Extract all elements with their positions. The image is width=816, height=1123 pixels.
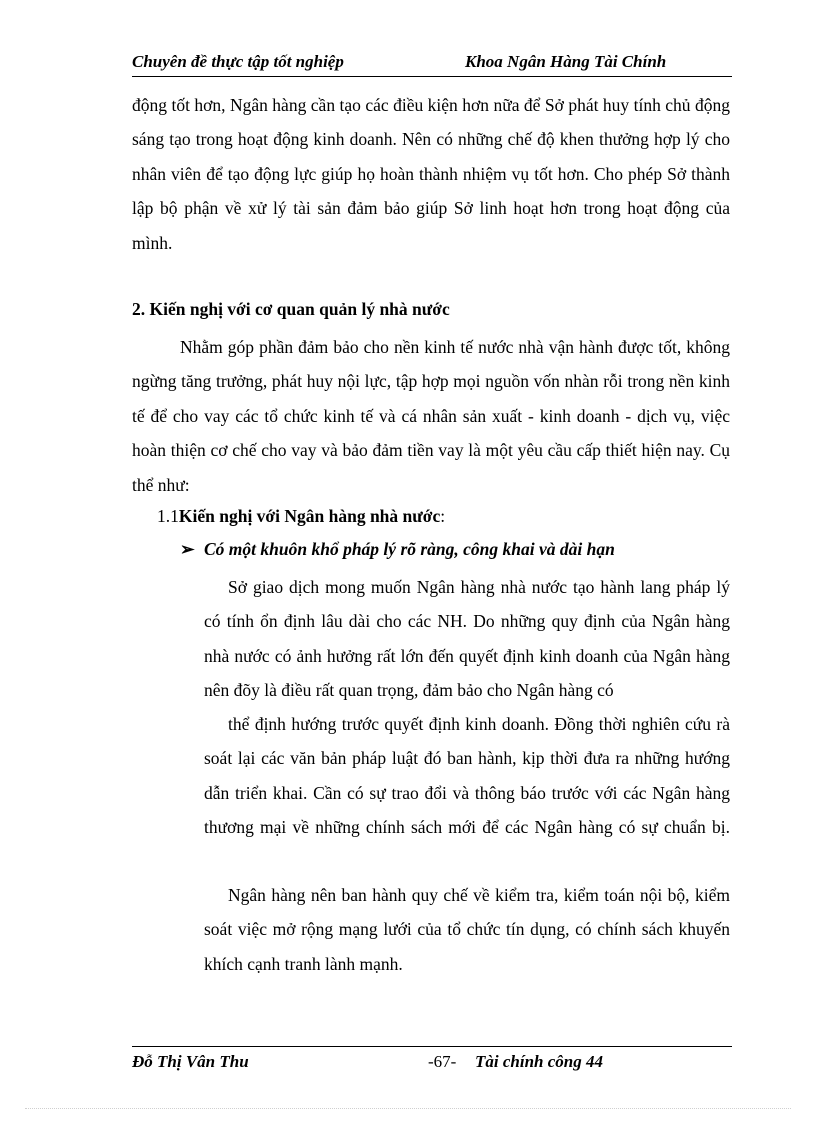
page-footer [132, 1046, 732, 1073]
page-header [132, 52, 732, 77]
footer-class: Tài chính công 44 [475, 1052, 603, 1071]
paragraph-2: Nhằm góp phần đảm bảo cho nền kinh tế nước nhà vận hành được tốt, không ngừng tăng trưởng, phát huy nội lực, tập hợp mọi nguồn vốn nhàn rỗi trong nền kinh tế để cho vay các tổ chức kinh tế và cá nhân sản xuất - kinh doanh - dịch vụ, việc hoàn thiện cơ chế cho vay và bảo đảm tiền vay là một yêu cầu cấp thiết hiện nay. Cụ thể như: [132, 337, 730, 495]
subsection-colon: : [440, 506, 446, 526]
paragraph-4: Ngân hàng nên ban hành quy chế về kiểm tra, kiểm toán nội bộ, kiểm soát việc mở rộng mạng lưới của tổ chức tín dụng, có chính sách khuyến khích cạnh tranh lành mạnh. [204, 885, 730, 974]
bullet-heading-text: Có một khuôn khổ pháp lý rõ ràng, công khai và dài hạn [204, 539, 615, 559]
header-department: Khoa Ngân Hàng Tài Chính [465, 52, 667, 71]
footer-author: Đỗ Thị Vân Thu [132, 1052, 249, 1071]
section-2-heading: 2. Kiến nghị với cơ quan quản lý nhà nước [132, 299, 450, 319]
bullet-heading [180, 539, 615, 560]
footer-page-number: -67- [428, 1052, 457, 1071]
header-title: Chuyên đề thực tập tốt nghiệp [132, 52, 344, 71]
page-edge-divider [25, 1108, 791, 1109]
paragraph-1: động tốt hơn, Ngân hàng cần tạo các điều kiện hơn nữa để Sở phát huy tính chủ động sáng tạo trong hoạt động kinh doanh. Nên có những chế độ khen thưởng hợp lý cho nhân viên để tạo động lực giúp họ hoàn thành nhiệm vụ tốt hơn. Cho phép Sở thành lập bộ phận về xử lý tài sản đảm bảo giúp Sở linh hoạt hơn trong hoạt động của mình. [132, 95, 730, 253]
paragraph-3a: Sở giao dịch mong muốn Ngân hàng nhà nước tạo hành lang pháp lý có tính ổn định lâu dài cho các NH. Do những quy định của Ngân hàng nhà nước có ảnh hưởng rất lớn đến quyết định kinh doanh của Ngân hàng nên đõy là điều rất quan trọng, đảm bảo cho Ngân hàng có [204, 577, 730, 701]
subsection-heading: Kiến nghị với Ngân hàng nhà nước [178, 506, 441, 526]
arrow-bullet-icon: ➢ [180, 539, 195, 559]
paragraph-3b: thể định hướng trước quyết định kinh doanh. Đồng thời nghiên cứu rà soát lại các văn bản pháp luật đó ban hành, kịp thời đưa ra những hướng dẫn triển khai. Cần có sự trao đổi và thông báo trước với các Ngân hàng thương mại về những chính sách mới để các Ngân hàng có sự chuẩn bị. [204, 714, 730, 838]
subsection-number: 1.1 [157, 506, 179, 526]
subsection-1-1 [157, 506, 445, 527]
